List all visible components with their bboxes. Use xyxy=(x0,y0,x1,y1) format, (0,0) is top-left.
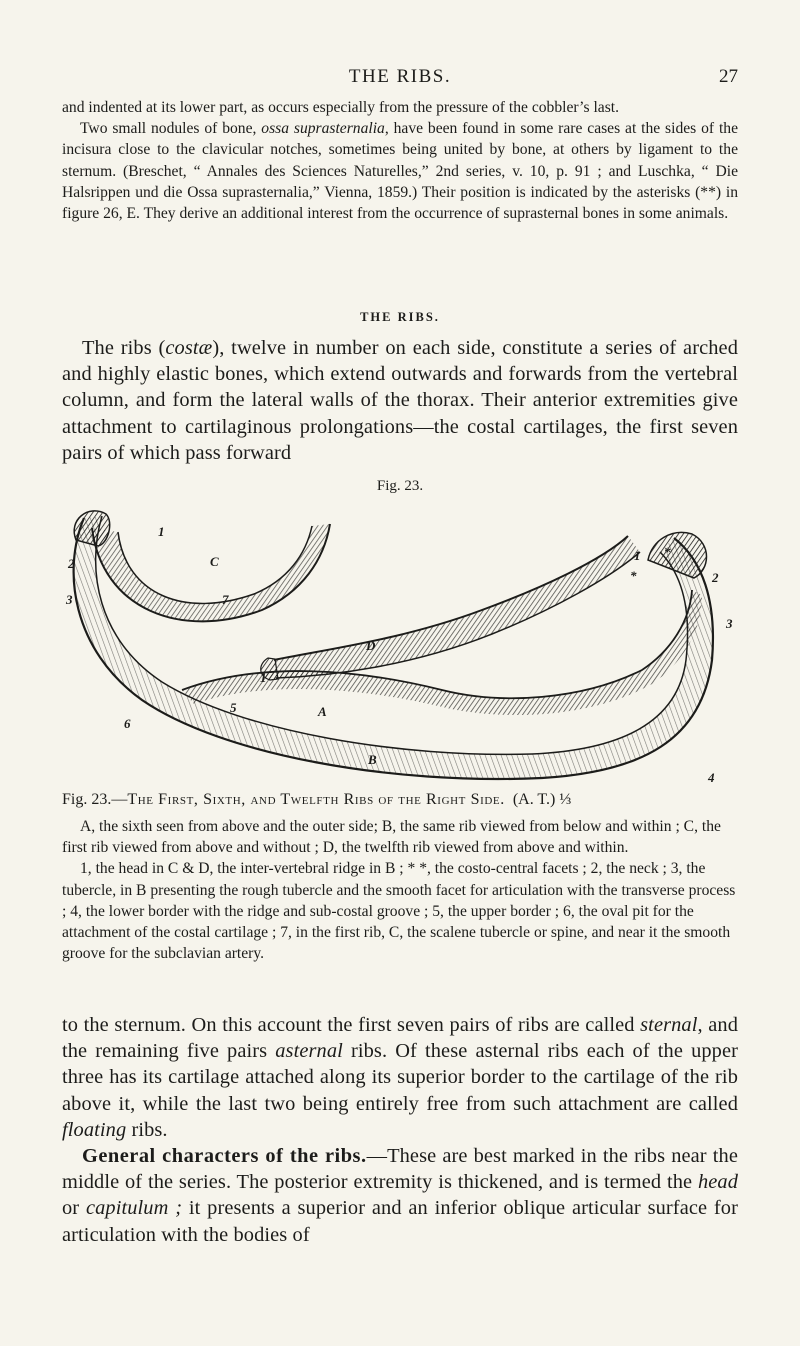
intro-paragraph-1: and indented at its lower part, as occurs especially from the pressure of the cobbler’s last. xyxy=(62,99,620,116)
cont-p1-italic-sternal: sternal xyxy=(640,1014,698,1036)
intro-paragraph-2 xyxy=(62,118,738,224)
label-2-right: 2 xyxy=(712,570,719,585)
continuation-paragraph-2 xyxy=(62,1143,738,1248)
first-rib-drawing xyxy=(92,524,330,621)
cont-p2-a: —These are best marked in the ribs near the middle of the series. The posterior extremity is thickened, and is termed the xyxy=(62,1145,738,1194)
main-paragraph xyxy=(62,335,738,466)
cont-p2-b: or xyxy=(62,1197,86,1220)
label-2-left: 2 xyxy=(68,556,75,571)
label-a: A xyxy=(318,704,327,719)
label-1-right: 1 xyxy=(634,548,641,563)
label-d: D xyxy=(366,638,376,653)
ribs-p-b: ), twelve in number on each side, constitute a series of arched and highly elastic bones, which extend outwards and forwards from the vertebral column, and form the lateral walls of the thorax. Their anterior extremities give attachment to cartilaginous prolongations—the costal cartilages, the first seven pairs of which pass forward xyxy=(62,337,738,464)
cont-p1-a: to the sternum. On this account the first seven pairs of ribs are called xyxy=(62,1014,641,1036)
label-4: 4 xyxy=(708,770,715,785)
caption-scale: (A. T.) ⅓ xyxy=(512,791,572,808)
intro-p2-b: , have been found in some rare cases at the sides of the incisura close to the clavicular notches, sometimes being united by bone, at others by ligament to the sternum. (Breschet, “ Annales des Sciences Naturelles,” 2nd series, v. 10, p. 91 ; and Luschka, “ Die Halsrippen und die Ossa suprasternalia,” Vienna, 1859.) Their position is indicated by the asterisks (**) in figure 26, E. They derive an additional interest from the occurrence of suprasternal bones in some animals. xyxy=(62,120,738,223)
intro-text xyxy=(62,97,738,224)
cont-p1-italic-asternal: asternal xyxy=(275,1040,343,1063)
label-star: * xyxy=(664,544,671,559)
cont-p2-italic-head: head xyxy=(697,1171,738,1194)
label-b: B xyxy=(368,752,377,767)
caption-number: Fig. 23.— xyxy=(62,791,128,808)
figure-label: Fig. 23. xyxy=(376,478,424,494)
page-number: 27 xyxy=(719,66,738,87)
cont-p1-b: , and the remaining five pairs xyxy=(62,1014,738,1063)
intro-p2-italic: ossa suprasternalia xyxy=(261,120,385,138)
cont-p2-c: it presents a superior and an inferior oblique articular surface for articulation with the bodies of xyxy=(62,1197,738,1246)
label-1-d: 1 xyxy=(260,670,267,685)
general-characters-heading: General characters of the ribs. xyxy=(82,1145,367,1168)
label-3-right: 3 xyxy=(726,616,733,631)
section-heading: THE RIBS. xyxy=(360,310,440,324)
ribs-illustration xyxy=(62,500,738,790)
label-5: 5 xyxy=(230,700,237,715)
continuation-paragraph-1 xyxy=(62,1012,738,1143)
ribs-paragraph xyxy=(62,335,738,466)
figure-legend xyxy=(62,816,738,964)
ribs-p-italic: costæ xyxy=(165,337,213,359)
cont-p1-c: ribs. Of these asternal ribs each of the upper three has its cartilage attached along its superior border to the cartilage of the rib above it, while the last two being entirely free from such attachment are called xyxy=(62,1040,738,1115)
ribs-p-a: The ribs ( xyxy=(82,337,166,359)
label-star-left: * xyxy=(630,568,637,583)
cont-p1-d: ribs. xyxy=(126,1118,168,1141)
intro-p2-a: Two small nodules of bone, xyxy=(80,120,262,138)
label-c: C xyxy=(210,554,219,569)
cont-p1-italic-floating: floating xyxy=(62,1118,127,1141)
label-1-c: 1 xyxy=(158,524,165,539)
caption-title: The First, Sixth, and Twelfth Ribs of the Right Side. xyxy=(127,791,505,808)
label-7: 7 xyxy=(222,592,229,607)
continuation-text xyxy=(62,1012,738,1248)
legend-paragraph-2: 1, the head in C & D, the inter-vertebral ridge in B ; * *, the costo-central facets ; 2, the neck ; 3, the tubercle, in B presenting the rough tubercle and the smooth facet for articulation with the transverse process ; 4, the lower border with the ridge and sub-costal groove ; 5, the upper border ; 6, the oval pit for the attachment of the costal cartilage ; 7, in the first rib, C, the scalene tubercle or spine, and near it the smooth groove for the subclavian artery. xyxy=(62,860,736,963)
running-title: THE RIBS. xyxy=(348,66,452,87)
cont-p2-italic-capitulum: capitulum ; xyxy=(85,1197,183,1220)
figure-caption xyxy=(62,791,738,809)
label-6: 6 xyxy=(124,716,131,731)
running-head xyxy=(62,66,738,92)
label-3-left: 3 xyxy=(66,592,73,607)
ribs-engraving xyxy=(62,500,738,790)
legend-paragraph-1: A, the sixth seen from above and the outer side; B, the same rib viewed from below and within ; C, the first rib viewed from above and without ; D, the twelfth rib viewed from above and within. xyxy=(62,818,721,857)
